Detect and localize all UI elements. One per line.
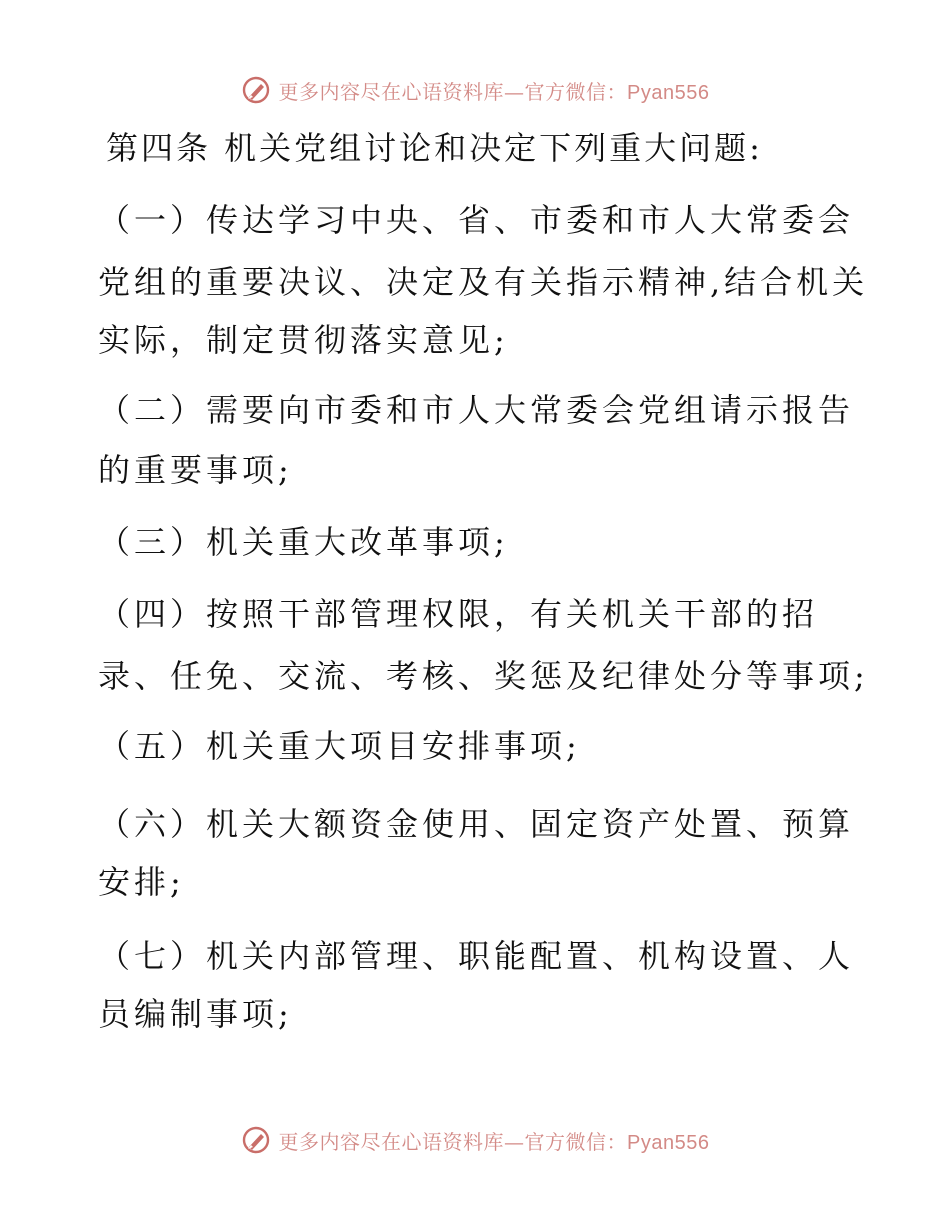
pen-logo-icon — [241, 1125, 271, 1155]
article-heading: 第四条 机关党组讨论和决定下列重大问题: — [106, 129, 763, 167]
paragraph-line: （一）传达学习中央、省、市委和市人大常委会 — [98, 201, 855, 239]
paragraph-line: 安排; — [98, 863, 185, 901]
paragraph-line: （四）按照干部管理权限，有关机关干部的招 — [98, 595, 819, 633]
paragraph-line: 实际，制定贯彻落实意见; — [98, 321, 509, 359]
paragraph-line: （五）机关重大项目安排事项; — [98, 727, 581, 765]
paragraph-line: 录、任免、交流、考核、奖惩及纪律处分等事项; — [98, 657, 869, 695]
watermark-text: 更多内容尽在心语资料库—官方微信：Pyan556 — [278, 1129, 710, 1154]
paragraph-line: （七）机关内部管理、职能配置、机构设置、人 — [98, 937, 855, 975]
paragraph-line: 员编制事项; — [98, 995, 293, 1033]
footer-watermark — [0, 1120, 950, 1160]
paragraph-line: （三）机关重大改革事项; — [98, 523, 509, 561]
paragraph-line: 党组的重要决议、决定及有关指示精神,结合机关 — [98, 263, 869, 301]
paragraph-line: （六）机关大额资金使用、固定资产处置、预算 — [98, 805, 855, 843]
paragraph-line: （二）需要向市委和市人大常委会党组请示报告 — [98, 391, 855, 429]
watermark-text: 更多内容尽在心语资料库—官方微信：Pyan556 — [278, 79, 710, 104]
paragraph-line: 的重要事项; — [98, 451, 293, 489]
